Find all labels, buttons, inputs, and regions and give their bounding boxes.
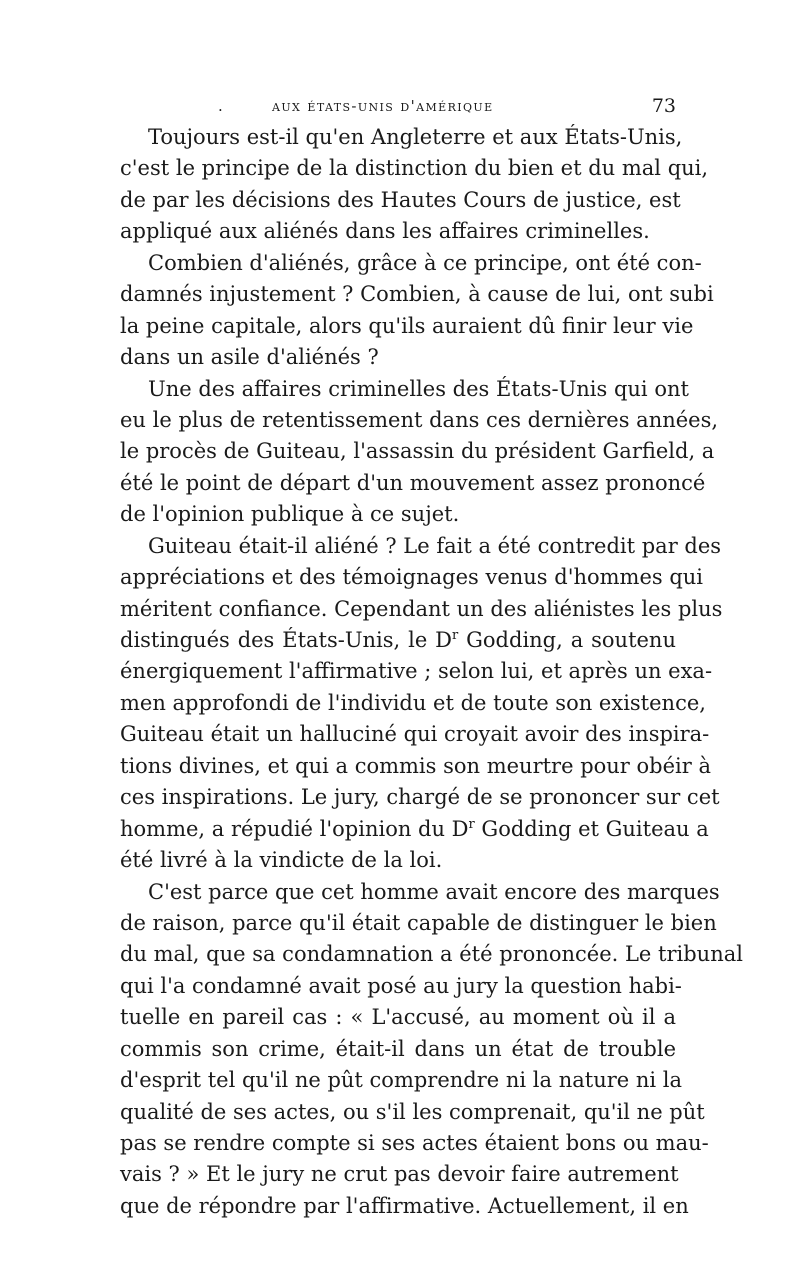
text-line: été le point de départ d'un mouvement assez prononcé [120, 470, 706, 495]
text-line: qui l'a condamné avait posé au jury la question habi- [120, 973, 682, 998]
text-line: que de répondre par l'affirmative. Actuellement, il en [120, 1193, 689, 1218]
text-line: Combien d'aliénés, grâce à ce principe, ont été con- [148, 250, 702, 275]
text-line: Toujours est-il qu'en Angleterre et aux États-Unis, [148, 125, 683, 149]
text-line: Une des affaires criminelles des États-Unis qui ont [148, 376, 689, 401]
text-line: le procès de Guiteau, l'assassin du président Garfield, a [120, 439, 715, 464]
text-line: eu le plus de retentissement dans ces dernières années, [120, 407, 719, 432]
text-line: Guiteau était un halluciné qui croyait avoir des inspira- [120, 722, 710, 747]
superscript: r [452, 628, 459, 643]
text-line: de raison, parce qu'il était capable de distinguer le bien [120, 910, 717, 935]
text-line: énergiquement l'affirmative ; selon lui, et après un exa- [120, 659, 713, 684]
page-number: 73 [651, 95, 676, 117]
running-head [120, 92, 680, 120]
text-line: appréciations et des témoignages venus d'hommes qui [120, 565, 704, 590]
text-line: damnés injustement ? Combien, à cause de lui, ont subi [120, 282, 714, 307]
text-line: été livré à la vindicte de la loi. [120, 848, 443, 873]
text-line: ces inspirations. Le jury, chargé de se prononcer sur cet [120, 785, 720, 810]
text-line: men approfondi de l'individu et de toute son existence, [120, 690, 706, 715]
text-line: commis son crime, était-il dans un état de trouble [120, 1036, 676, 1061]
text-line: de par les décisions des Hautes Cours de justice, est [120, 187, 681, 212]
text-fragment: distingués des États-Unis, le D [120, 628, 453, 652]
text-line [120, 814, 709, 845]
running-head-mark: . [218, 97, 223, 115]
superscript: r [468, 816, 475, 832]
text-fragment: homme, a répudié l'opinion du D [120, 816, 469, 841]
text-line: de l'opinion publique à ce sujet. [120, 502, 460, 527]
text-line: tuelle en pareil cas : « L'accusé, au moment où il a [120, 1005, 676, 1030]
text-line: vais ? » Et le jury ne crut pas devoir faire autrement [120, 1162, 679, 1187]
text-line: d'esprit tel qu'il ne pût comprendre ni la nature ni la [120, 1068, 683, 1093]
text-line: du mal, que sa condamnation a été prononcée. Le tribunal [120, 942, 743, 967]
text-line: appliqué aux aliénés dans les affaires criminelles. [120, 219, 650, 244]
text-line: pas se rendre compte si ses actes étaient bons ou mau- [120, 1131, 709, 1155]
text-line: Guiteau était-il aliéné ? Le fait a été contredit par des [148, 533, 722, 558]
text-line [120, 625, 676, 656]
body-text [120, 122, 743, 1222]
text-line: méritent confiance. Cependant un des aliénistes les plus [120, 596, 723, 621]
running-head-title: aux états-unis d'amérique [272, 97, 494, 115]
text-fragment: Godding, a soutenu [458, 628, 676, 652]
text-line: qualité de ses actes, ou s'il les comprenait, qu'il ne pût [120, 1099, 705, 1124]
text-fragment: Godding et Guiteau a [474, 816, 709, 841]
text-line: c'est le principe de la distinction du bien et du mal qui, [120, 156, 709, 181]
text-line: dans un asile d'aliénés ? [120, 345, 379, 370]
text-line: C'est parce que cet homme avait encore des marques [148, 879, 720, 904]
text-line: tions divines, et qui a commis son meurtre pour obéir à [120, 753, 711, 778]
text-line: la peine capitale, alors qu'ils auraient dû finir leur vie [120, 313, 694, 338]
